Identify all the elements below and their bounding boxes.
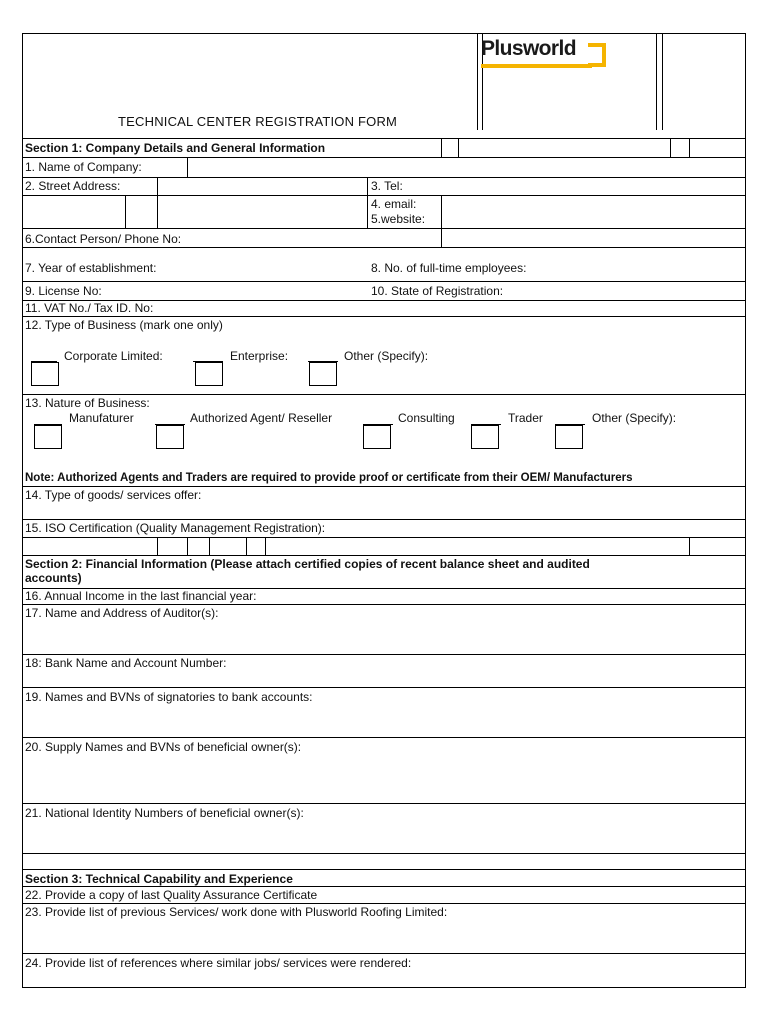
cell-divider: [157, 177, 158, 228]
auditor-label: 17. Name and Address of Auditor(s):: [25, 606, 219, 620]
cell-divider: [689, 138, 690, 157]
row-line: [22, 803, 746, 804]
row-line: [22, 316, 746, 317]
tel-label: 3. Tel:: [371, 179, 403, 193]
state-registration-label: 10. State of Registration:: [371, 284, 504, 298]
cell-divider: [265, 537, 266, 555]
row-line: [22, 953, 746, 954]
contact-person-label: 6.Contact Person/ Phone No:: [25, 232, 182, 246]
bank-account-label: 18: Bank Name and Account Number:: [25, 656, 227, 670]
business-type-label: 12. Type of Business (mark one only): [25, 318, 223, 332]
cell-divider: [157, 537, 158, 555]
row-line: [22, 177, 746, 178]
other-specify-label: Other (Specify):: [344, 349, 429, 363]
row-line: [22, 654, 746, 655]
previous-services-label: 23. Provide list of previous Services/ work done with Plusworld Roofing Limited:: [25, 905, 448, 919]
cell-divider: [670, 138, 671, 157]
header-divider: [656, 33, 657, 130]
annual-income-label: 16. Annual Income in the last financial year:: [25, 589, 257, 603]
cell-divider: [367, 177, 368, 228]
nature-business-label: 13. Nature of Business:: [25, 396, 150, 410]
license-label: 9. License No:: [25, 284, 102, 298]
cell-divider: [441, 138, 442, 157]
row-line: [22, 486, 746, 487]
enterprise-checkbox[interactable]: [195, 362, 223, 386]
goods-services-label: 14. Type of goods/ services offer:: [25, 488, 202, 502]
logo-bracket: [588, 43, 606, 67]
authorized-agent-checkbox[interactable]: [156, 425, 184, 449]
row-line: [22, 138, 746, 139]
street-address-label: 2. Street Address:: [25, 179, 121, 193]
employees-label: 8. No. of full-time employees:: [371, 261, 527, 275]
row-line: [22, 687, 746, 688]
trader-checkbox[interactable]: [471, 425, 499, 449]
references-label: 24. Provide list of references where similar jobs/ services were rendered:: [25, 956, 412, 970]
national-id-label: 21. National Identity Numbers of beneficial owner(s):: [25, 806, 304, 820]
section3-heading: Section 3: Technical Capability and Experience: [25, 872, 293, 886]
enterprise-label: Enterprise:: [230, 349, 289, 363]
logo-text: Plusworld: [481, 37, 576, 60]
section2-heading-cont: accounts): [25, 571, 82, 585]
header-divider: [477, 33, 478, 130]
signatories-label: 19. Names and BVNs of signatories to bank accounts:: [25, 690, 313, 704]
row-line: [22, 195, 746, 196]
iso-certification-label: 15. ISO Certification (Quality Management Registration):: [25, 521, 326, 535]
cell-divider: [209, 537, 210, 555]
email-label: 4. email:: [371, 197, 417, 211]
beneficial-owners-label: 20. Supply Names and BVNs of beneficial owner(s):: [25, 740, 302, 754]
header-divider: [662, 33, 663, 130]
row-line: [22, 886, 746, 887]
cell-divider: [441, 195, 442, 247]
agents-note: Note: Authorized Agents and Traders are required to provide proof or certificate from their OEM/ Manufacturers: [25, 472, 633, 484]
row-line: [22, 604, 746, 605]
row-line: [22, 394, 746, 395]
row-line: [22, 281, 746, 282]
cell-divider: [246, 537, 247, 555]
section1-heading: Section 1: Company Details and General Information: [25, 141, 326, 155]
plusworld-logo: [481, 37, 621, 71]
row-line: [22, 555, 746, 556]
website-label: 5.website:: [371, 212, 426, 226]
other-business-checkbox[interactable]: [309, 362, 337, 386]
company-name-label: 1. Name of Company:: [25, 160, 142, 174]
trader-label: Trader: [508, 411, 543, 425]
form-title: TECHNICAL CENTER REGISTRATION FORM: [118, 114, 398, 129]
section2-heading: Section 2: Financial Information (Please attach certified copies of recent balance sheet and audited: [25, 557, 590, 571]
consulting-label: Consulting: [398, 411, 455, 425]
cell-divider: [458, 138, 459, 157]
consulting-checkbox[interactable]: [363, 425, 391, 449]
cell-divider: [187, 157, 188, 177]
row-line: [22, 853, 746, 854]
row-line: [22, 247, 746, 248]
row-line: [22, 737, 746, 738]
cell-divider: [187, 537, 188, 555]
authorized-agent-label: Authorized Agent/ Reseller: [190, 411, 333, 425]
vat-label: 11. VAT No./ Tax ID. No:: [25, 301, 154, 315]
cell-divider: [125, 195, 126, 228]
row-line: [22, 903, 746, 904]
corporate-limited-checkbox[interactable]: [31, 362, 59, 386]
corporate-limited-label: Corporate Limited:: [64, 349, 163, 363]
row-line: [22, 519, 746, 520]
manufacturer-label: Manufaturer: [69, 411, 134, 425]
other-nature-checkbox[interactable]: [555, 425, 583, 449]
manufacturer-checkbox[interactable]: [34, 425, 62, 449]
row-line: [22, 228, 746, 229]
row-line: [22, 157, 746, 158]
logo-underline: [481, 64, 592, 68]
other-nature-label: Other (Specify):: [592, 411, 677, 425]
year-established-label: 7. Year of establishment:: [25, 261, 157, 275]
row-line: [22, 869, 746, 870]
row-line: [22, 537, 746, 538]
qa-certificate-label: 22. Provide a copy of last Quality Assurance Certificate: [25, 888, 318, 902]
cell-divider: [689, 537, 690, 555]
